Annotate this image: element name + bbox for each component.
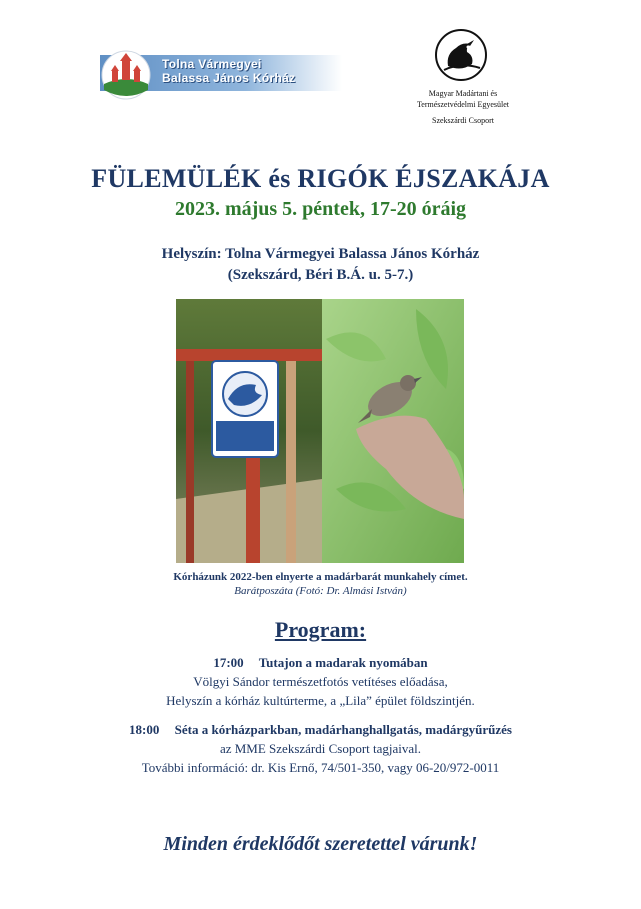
program-item-time: 17:00: [213, 655, 244, 670]
program-item-line: További információ: dr. Kis Ernő, 74/501-350, vagy 06-20/972-0011: [141, 760, 500, 775]
event-location-line1: Helyszín: Tolna Vármegyei Balassa János Kórház: [161, 246, 480, 262]
program-item-line: az MME Szekszárdi Csoport tagjaival.: [219, 741, 422, 756]
program-item-header: [0, 653, 641, 672]
society-name: [378, 88, 548, 110]
program-item: [0, 653, 641, 710]
bird-society-logo-icon: [434, 28, 488, 82]
hospital-name: [162, 57, 295, 85]
program-item-line: Helyszín a kórház kultúrterme, a „Lila” épület földszintjén.: [166, 693, 475, 708]
program-item: [0, 720, 641, 777]
event-photo: [176, 299, 464, 563]
program-heading: Program:: [274, 617, 367, 642]
program-item-header: [0, 720, 641, 739]
hospital-name-line1: Tolna Vármegyei: [162, 57, 262, 71]
society-name-line2: Természetvédelmi Egyesület: [416, 100, 510, 109]
program-item-line: Völgyi Sándor természetfotós vetítéses előadása,: [193, 674, 448, 689]
society-name-line1: Magyar Madártani és: [428, 89, 498, 98]
event-date: 2023. május 5. péntek, 17-20 óráig: [174, 198, 467, 220]
photo-caption: [0, 570, 641, 598]
program-item-time: 18:00: [129, 722, 160, 737]
event-title: FÜLEMÜLÉK és RIGÓK ÉJSZAKÁJA: [91, 164, 550, 193]
hospital-logo: [80, 50, 342, 100]
event-location-line2: (Szekszárd, Béri B.Á. u. 5-7.): [227, 267, 414, 283]
hospital-name-line2: Balassa János Kórház: [162, 71, 296, 85]
society-group: Szekszárdi Csoport: [432, 116, 494, 125]
hospital-emblem-icon: [98, 50, 158, 100]
event-location: [0, 244, 641, 286]
program-item-title: Séta a kórházparkban, madárhanghallgatás, madárgyűrűzés: [174, 722, 512, 737]
program-item-title: Tutajon a madarak nyomában: [258, 655, 428, 670]
closing-invitation: Minden érdeklődőt szeretettel várunk!: [163, 833, 478, 855]
photo-credit: Barátposzáta (Fotó: Dr. Almási István): [234, 585, 407, 597]
photo-caption-main: Kórházunk 2022-ben elnyerte a madárbarát munkahely címet.: [173, 571, 468, 583]
